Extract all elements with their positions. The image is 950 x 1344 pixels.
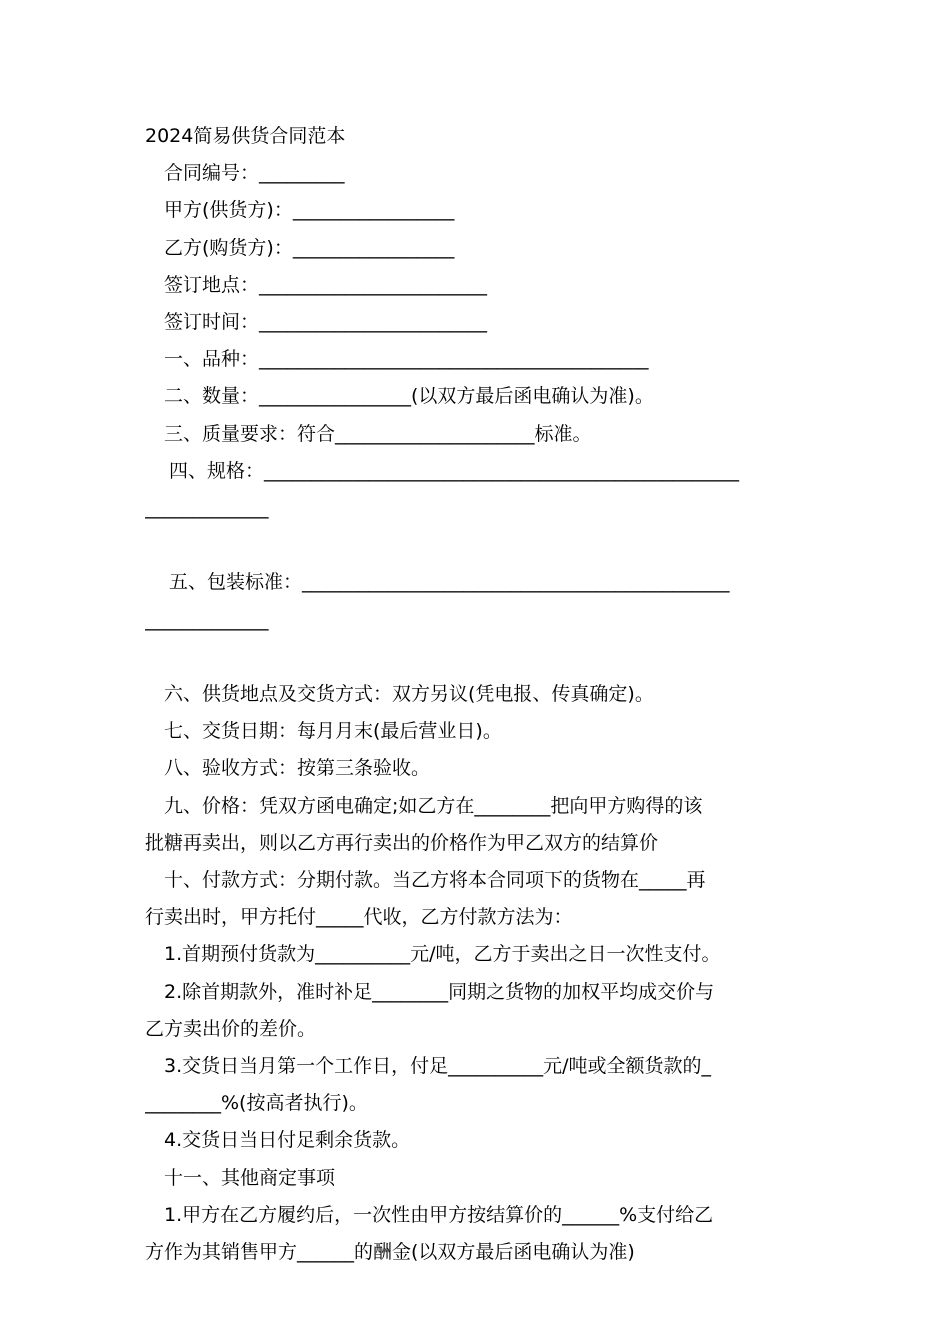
clause-11-other-matters: 十一、其他商定事项 — [164, 1166, 336, 1189]
contract-page — [145, 118, 807, 1271]
clause-4-spec: 四、规格：__________________________________________________ — [169, 459, 740, 482]
other-item-1-continued: 方作为其销售甲方______的酬金(以双方最后函电确认为准) — [145, 1241, 635, 1264]
signing-time-line: 签订时间：________________________ — [164, 311, 488, 334]
clause-9-price-continued: 批糖再卖出，则以乙方再行卖出的价格作为甲乙双方的结算价 — [145, 831, 659, 854]
party-a-line: 甲方(供货方)：_________________ — [164, 199, 455, 222]
payment-item-2: 2.除首期款外，准时补足________同期之货物的加权平均成交价与 — [164, 980, 715, 1003]
clause-10-payment-continued: 行卖出时，甲方托付_____代收，乙方付款方法为： — [145, 906, 573, 929]
payment-item-2-continued: 乙方卖出价的差价。 — [145, 1017, 317, 1040]
clause-1-variety: 一、品种：_________________________________________ — [164, 348, 649, 371]
clause-8-inspection: 八、验收方式：按第三条验收。 — [164, 757, 431, 780]
clause-2-quantity: 二、数量：________________(以双方最后函电确认为准)。 — [164, 385, 654, 408]
party-b-line: 乙方(购货方)：_________________ — [164, 236, 455, 259]
payment-item-3-continued: ________%(按高者执行)。 — [145, 1092, 368, 1115]
clause-5-packaging-continued: _____________ — [145, 608, 269, 631]
payment-item-4: 4.交货日当日付足剩余货款。 — [164, 1129, 411, 1152]
contract-number-line: 合同编号：_________ — [164, 162, 345, 185]
clause-10-payment: 十、付款方式：分期付款。当乙方将本合同项下的货物在_____再 — [164, 869, 706, 892]
other-item-1: 1.甲方在乙方履约后，一次性由甲方按结算价的______%支付给乙 — [164, 1203, 714, 1226]
clause-9-price: 九、价格：凭双方函电确定;如乙方在________把向甲方购得的该 — [164, 794, 703, 817]
clause-7-delivery-date: 七、交货日期：每月月末(最后营业日)。 — [164, 720, 502, 743]
payment-item-1: 1.首期预付货款为__________元/吨，乙方于卖出之日一次性支付。 — [164, 943, 721, 966]
spacer — [145, 527, 807, 564]
spacer — [145, 639, 807, 676]
document-title: 2024简易供货合同范本 — [145, 125, 346, 147]
clause-3-quality: 三、质量要求：符合_____________________标准。 — [164, 422, 592, 445]
signing-place-line: 签订地点：________________________ — [164, 273, 488, 296]
payment-item-3: 3.交货日当月第一个工作日，付足__________元/吨或全额货款的_ — [164, 1055, 712, 1078]
clause-6-delivery-place: 六、供货地点及交货方式：双方另议(凭电报、传真确定)。 — [164, 683, 654, 706]
clause-5-packaging: 五、包装标准：_____________________________________________ — [169, 571, 730, 594]
clause-4-spec-continued: _____________ — [145, 497, 269, 520]
